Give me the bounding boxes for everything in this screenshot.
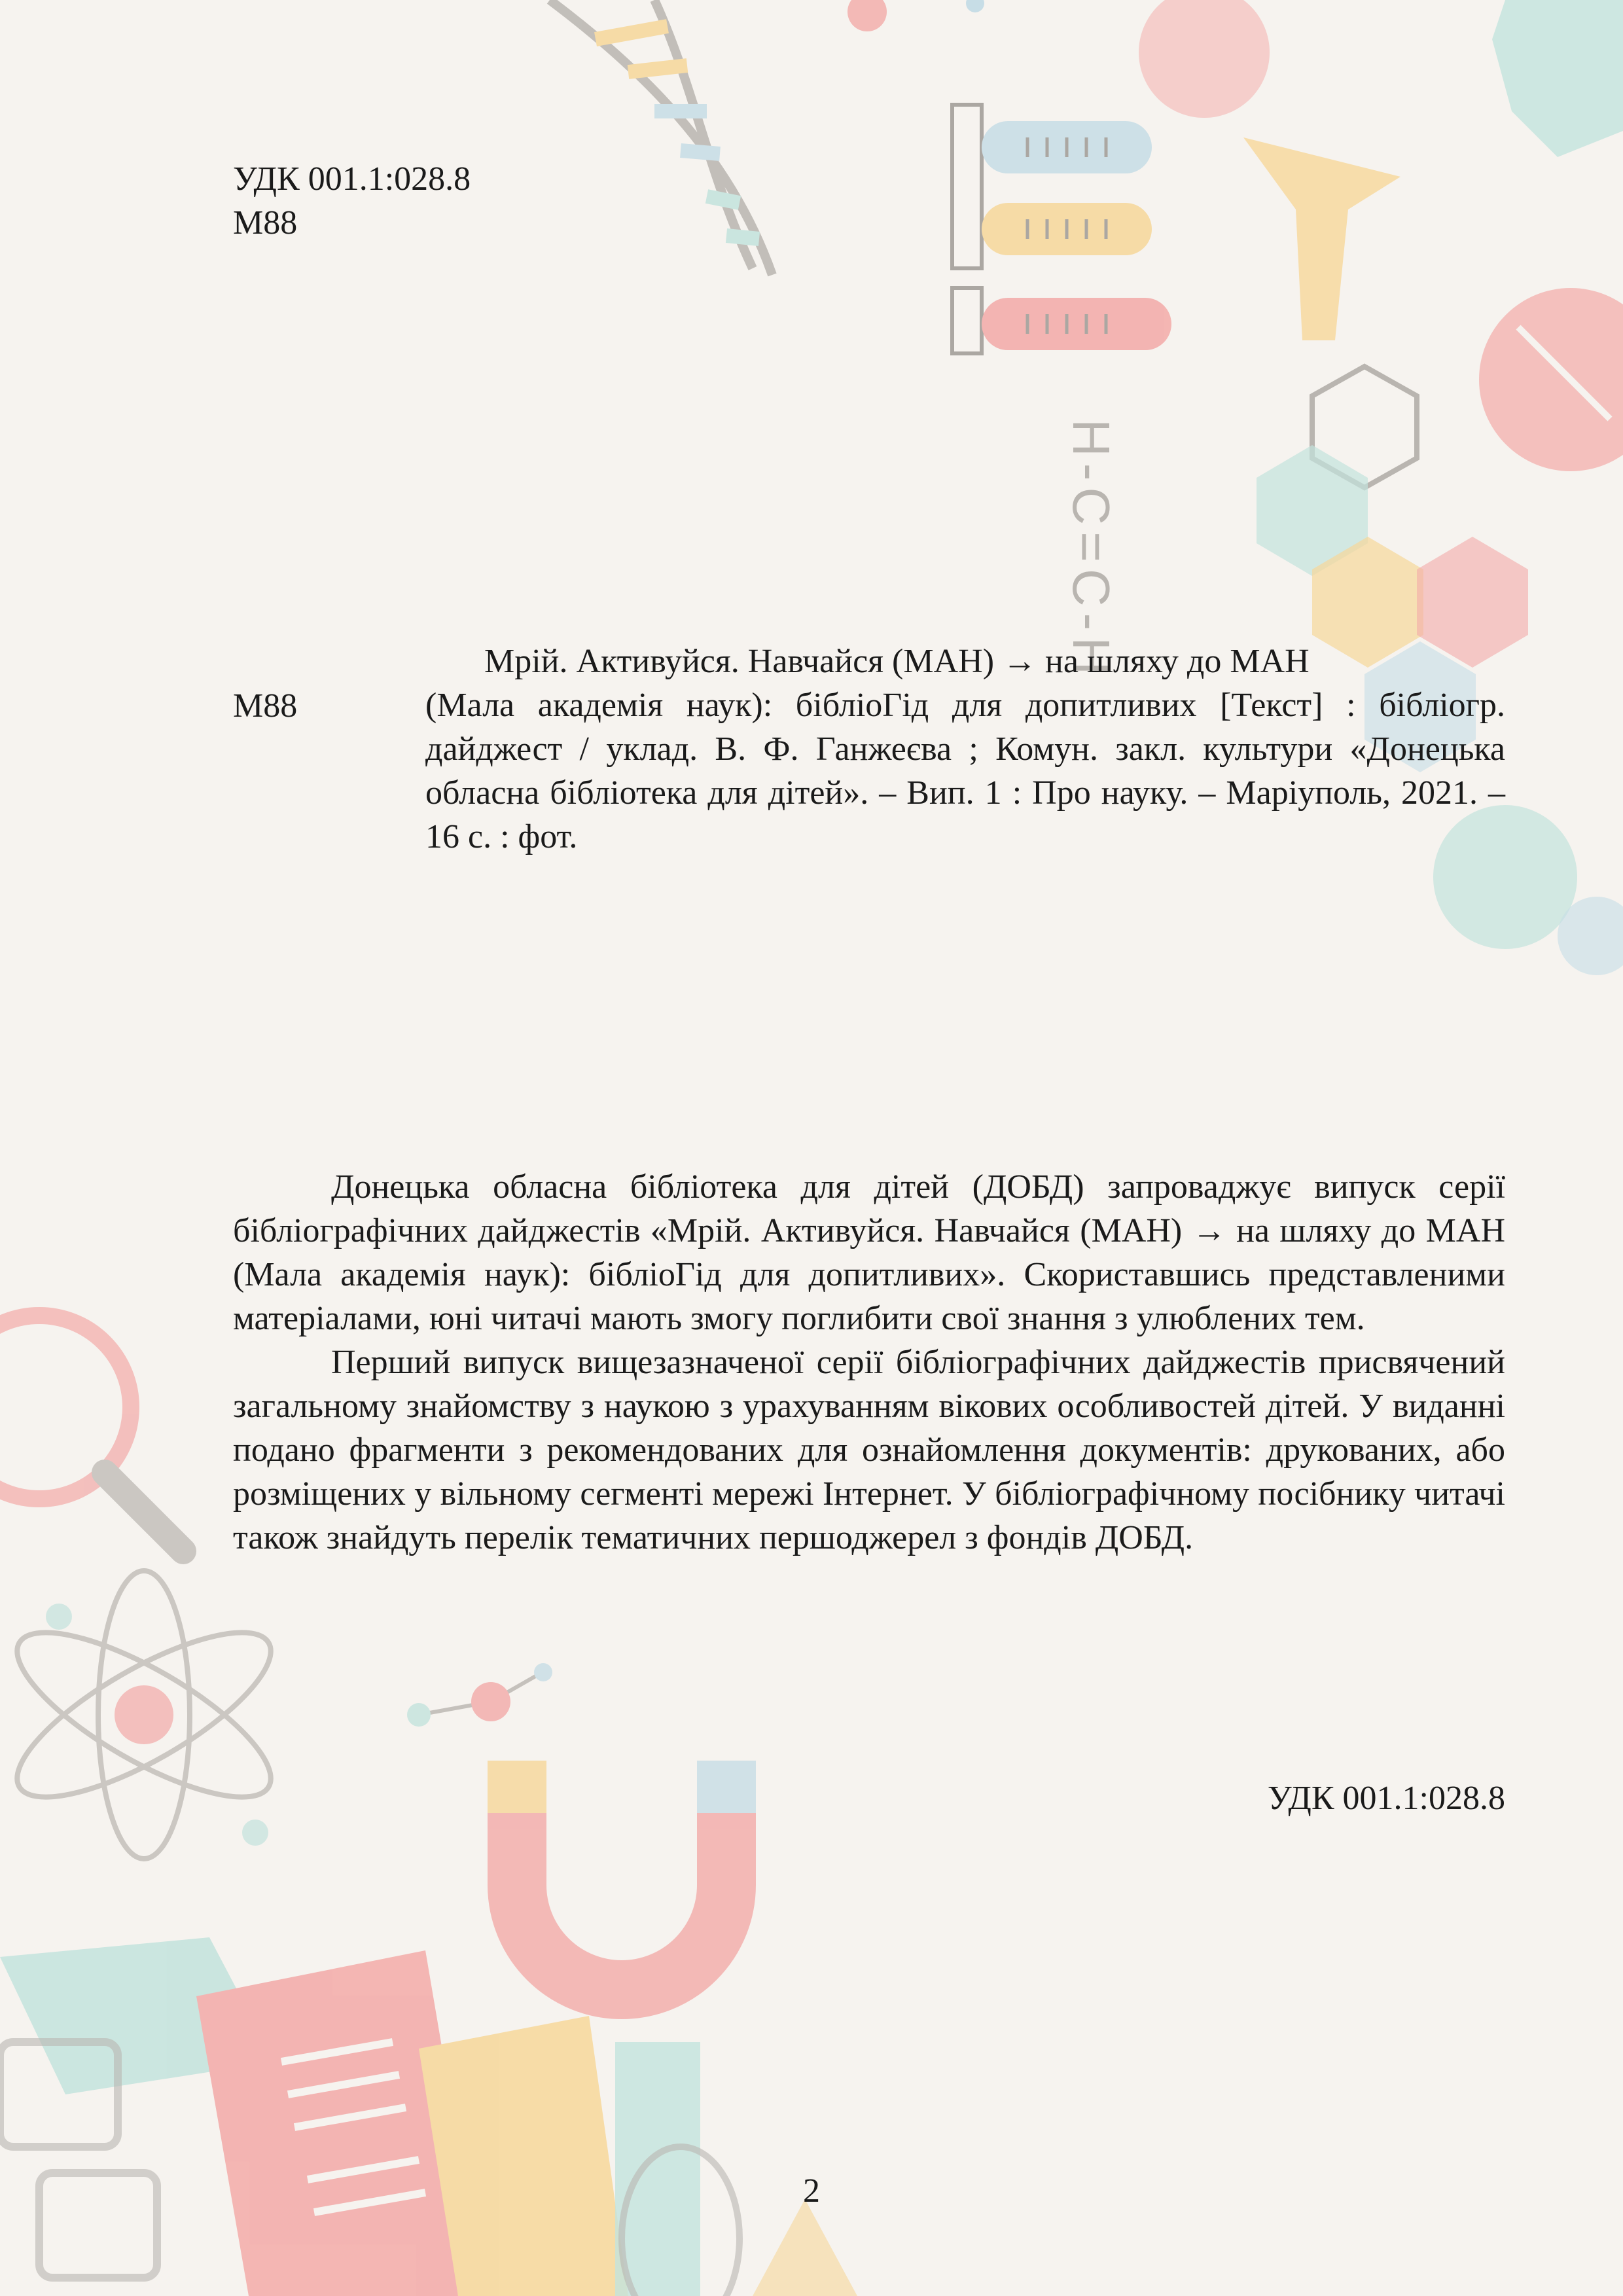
- author-mark: М88: [233, 204, 298, 242]
- dot-icon: [847, 0, 887, 31]
- formula-text: H-C=C-H: [1062, 419, 1120, 682]
- catalog-entry-body: (Мала академія наук): бібліоГід для допитливих [Текст] : бібліогр. дайджест / уклад. В. Ф. Ганжеєва ; Комун. закл. культури «Донецька обласна бібліотека для дітей». – Вип. 1 : Про науку. – Маріуполь, 2021. – 16 с. : фот.: [425, 687, 1505, 855]
- magnet-icon: [488, 1761, 756, 1990]
- pill-icon: [1479, 288, 1623, 471]
- dna-helix-icon: [550, 0, 772, 275]
- catalog-entry: [425, 639, 1505, 859]
- udc-header-block: [233, 157, 471, 245]
- page-number: 2: [803, 2172, 820, 2210]
- funnel-icon: [1243, 137, 1400, 340]
- magnifier-icon: [0, 1316, 183, 1551]
- abstract-paragraph-2: Перший випуск вищезазначеної серії бібліографічних дайджестів присвячений загальному знайомству з наукою з урахуванням вікових особливостей дітей. У виданні подано фрагменти з рекомендованих для ознайомлення документів: друкованих, або розміщених у вільному сегменті мережі Інтернет. У бібліографічному посібнику читачі також знайдуть перелік тематичних першоджерел з фондів ДОБД.: [233, 1344, 1505, 1556]
- beaker-icon: [1139, 0, 1270, 118]
- catalog-entry-title: Мрій. Активуйся. Навчайся (МАН) → на шляху до МАН: [484, 643, 1310, 680]
- dot-icon: [966, 0, 984, 12]
- udc-code: УДК 001.1:028.8: [233, 160, 471, 198]
- glove-icon: [1492, 0, 1623, 157]
- abstract: [233, 1165, 1505, 1560]
- triangle-icon: [753, 2199, 857, 2296]
- abstract-paragraph-1: Донецька обласна бібліотека для дітей (ДОБД) запроваджує випуск серії бібліографічних дайджестів «Мрій. Активуйся. Навчайся (МАН) → на шляху до МАН (Мала академія наук): бібліоГід для допитливих». Скориставшись представленими матеріалами, юні читачі мають змогу поглибити свої знання з улюблених тем.: [233, 1168, 1505, 1337]
- books-icon: [0, 1937, 628, 2296]
- cylinder-icon: [615, 2042, 700, 2296]
- test-tubes-icon: [952, 105, 1171, 353]
- molecule-icon: [407, 1663, 552, 1727]
- atom-icon: [0, 1571, 292, 1859]
- footer-udc: УДК 001.1:028.8: [1267, 1780, 1505, 1817]
- author-mark-side: М88: [233, 687, 298, 725]
